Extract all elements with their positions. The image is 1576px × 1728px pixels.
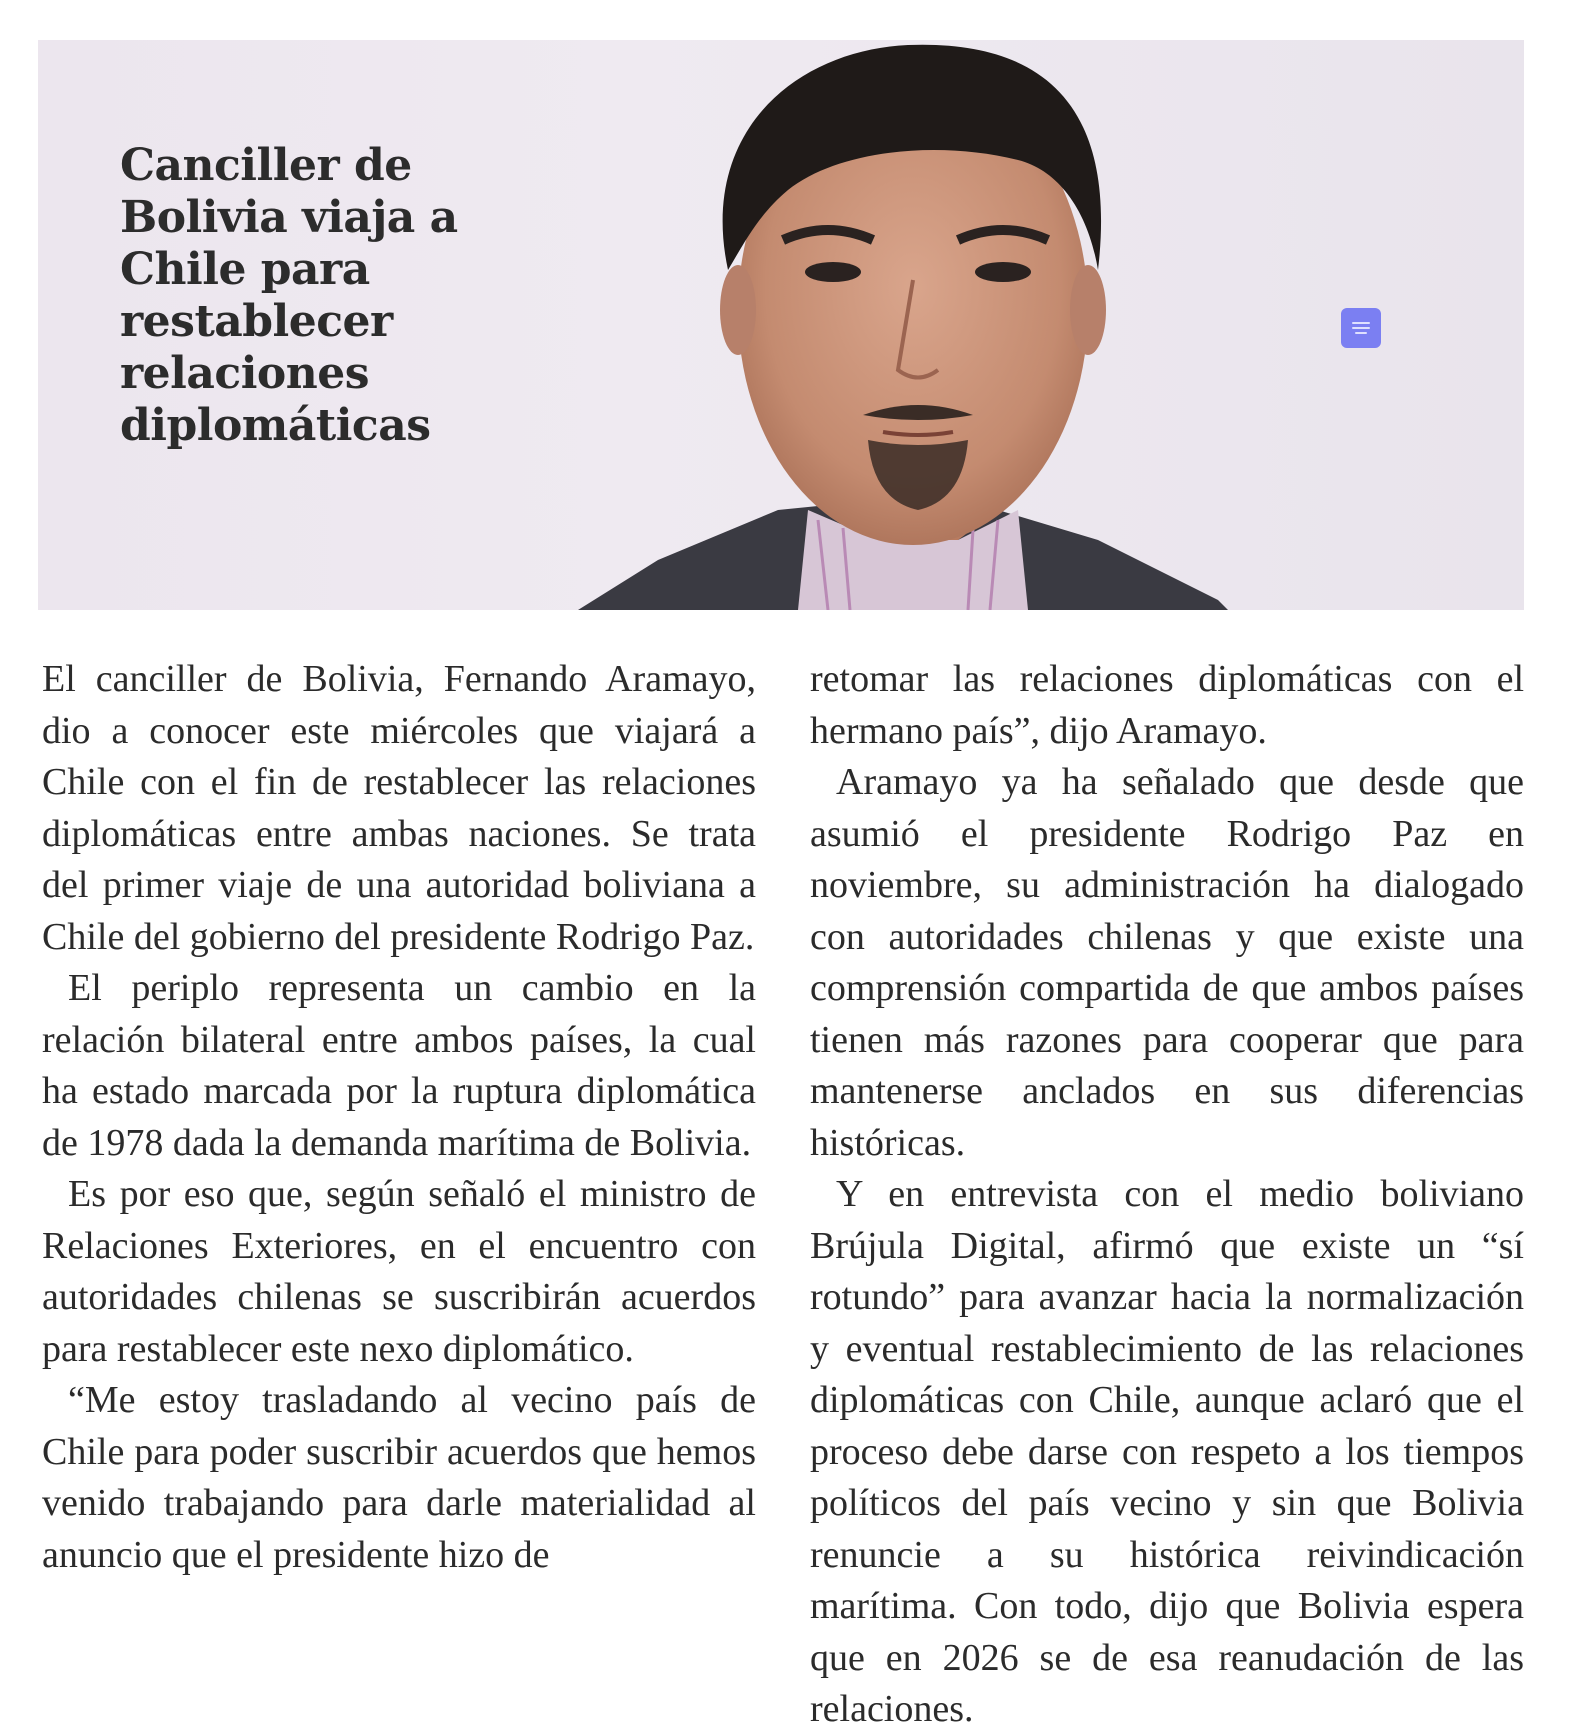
right-column xyxy=(810,654,1524,1728)
document-icon[interactable] xyxy=(1341,308,1381,348)
paragraph: Y en entrevista con el medio boliviano Brújula Digital, afirmó que existe un “sí rotundo” para avanzar hacia la normalización y eventual restablecimiento de las relaciones diplomáticas con Chile, aunque aclaró que el proceso debe darse con respeto a los tiempos políticos del país vecino y sin que Bolivia renuncie a su histórica reivindicación marítima. Con todo, dijo que Bolivia espera que en 2026 se de esa reanudación de las relaciones. xyxy=(810,1173,1524,1728)
paragraph: “Me estoy trasladando al vecino país de Chile para poder suscribir acuerdos que hemos venido trabajando para darle materialidad al anuncio que el presidente hizo de xyxy=(42,1379,756,1576)
paragraph: Es por eso que, según señaló el ministro de Relaciones Exteriores, en el encuentro con autoridades chilenas se suscribirán acuerdos para restablecer este nexo diplomático. xyxy=(42,1173,756,1370)
hero-image xyxy=(38,40,1524,610)
paragraph: Aramayo ya ha señalado que desde que asumió el presidente Rodrigo Paz en noviembre, su administración ha dialogado con autoridades chilenas y que existe una comprensión compartida de que ambos países tienen más razones para cooperar que para mantenerse anclados en sus diferencias históricas. xyxy=(810,761,1524,1164)
left-column xyxy=(42,654,756,1581)
paragraph: El periplo representa un cambio en la relación bilateral entre ambos países, la cual ha estado marcada por la ruptura diplomática de 1978 dada la demanda marítima de Bolivia. xyxy=(42,967,756,1164)
article-body xyxy=(42,654,1524,1728)
portrait-photo xyxy=(578,40,1278,610)
paragraph: retomar las relaciones diplomáticas con el hermano país”, dijo Aramayo. xyxy=(810,658,1524,752)
paragraph: El canciller de Bolivia, Fernando Aramayo, dio a conocer este miércoles que viajará a Chile con el fin de restablecer las relaciones diplomáticas entre ambas naciones. Se trata del primer viaje de una autoridad boliviana a Chile del gobierno del presidente Rodrigo Paz. xyxy=(42,658,756,958)
article-headline: Canciller de Bolivia viaja a Chile para restablecer relaciones diplomáticas xyxy=(120,140,458,451)
